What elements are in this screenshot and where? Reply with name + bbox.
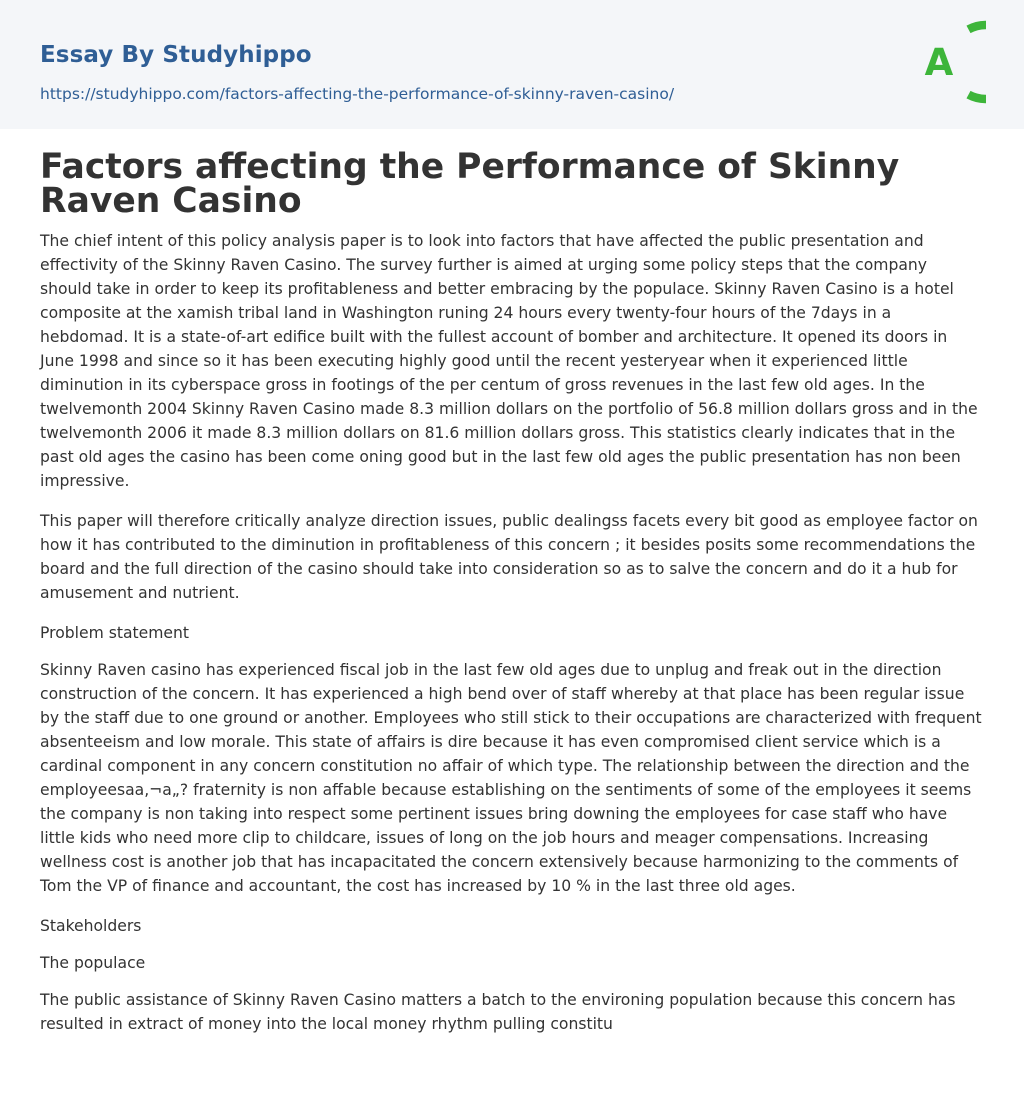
essay-paragraph: The public assistance of Skinny Raven Casino matters a batch to the environing population because this concern has resulted in extract of money into the local money rhythm pulling constitu: [40, 991, 956, 1033]
page-url-link[interactable]: https://studyhippo.com/factors-affecting-the-performance-of-skinny-raven-casino/: [40, 85, 675, 103]
section-heading-populace: The populace: [40, 954, 146, 972]
site-header: [0, 0, 1024, 129]
logo-letter: A: [924, 41, 954, 84]
page-title: Factors affecting the Performance of Skinny Raven Casino: [40, 147, 900, 221]
essay-paragraph: The chief intent of this policy analysis paper is to look into factors that have affected the public presentation and effectivity of the Skinny Raven Casino. The survey further is aimed at urging some policy steps that the company should take in order to keep its profitableness and better embracing by the populace. Skinny Raven Casino is a hotel composite at the xamish tribal land in Washington runing 24 hours every twenty-four hours of the 7days in a hebdomad. It is a state-of-art edifice built with the fullest account of bomber and architecture. It opened its doors in June 1998 and since so it has been executing highly good until the recent yesteryear when it experienced little diminution in its cyberspace gross in footings of the per centum of gross revenues in the last few old ages. In the twelvemonth 2004 Skinny Raven Casino made 8.3 million dollars on the portfolio of 56.8 million dollars gross and in the twelvemonth 2006 it made 8.3 million dollars on 81.6 million dollars gross. This statistics clearly indicates that in the past old ages the casino has been come oning good but in the last few old ages the public presentation has non been impressive.: [40, 232, 978, 490]
essay-paragraph: This paper will therefore critically analyze direction issues, public dealingss facets every bit good as employee factor on how it has contributed to the diminution in profitableness of this concern ; it besides posits some recommendations the board and the full direction of the casino should take into consideration so as to salve the concern and do it a hub for amusement and nutrient.: [40, 512, 978, 602]
essay-paragraph: Skinny Raven casino has experienced fiscal job in the last few old ages due to unplug and freak out in the direction construction of the concern. It has experienced a high bend over of staff whereby at that place has been regular issue by the staff due to one ground or another. Employees who still stick to their occupations are characterized with frequent absenteeism and low morale. This state of affairs is dire because it has even compromised client service which is a cardinal component in any concern constitution no affair of which type. The relationship between the direction and the employeesaa,¬a„? fraternity is non affable because establishing on the sentiments of some of the employees it seems the company is non taking into respect some pertinent issues bring downing the employees for case staff who have little kids who need more clip to childcare, issues of long on the job hours and meager compensations. Increasing wellness cost is another job that has incapacitated the concern extensively because harmonizing to the comments of Tom the VP of finance and accountant, the cost has increased by 10 % in the last three old ages.: [40, 661, 982, 895]
section-heading-problem-statement: Problem statement: [40, 624, 189, 642]
studyhippo-logo-icon[interactable]: [912, 18, 986, 106]
essay-body: [40, 229, 982, 1052]
site-brand[interactable]: Essay By Studyhippo: [40, 42, 312, 68]
section-heading-stakeholders: Stakeholders: [40, 917, 142, 935]
